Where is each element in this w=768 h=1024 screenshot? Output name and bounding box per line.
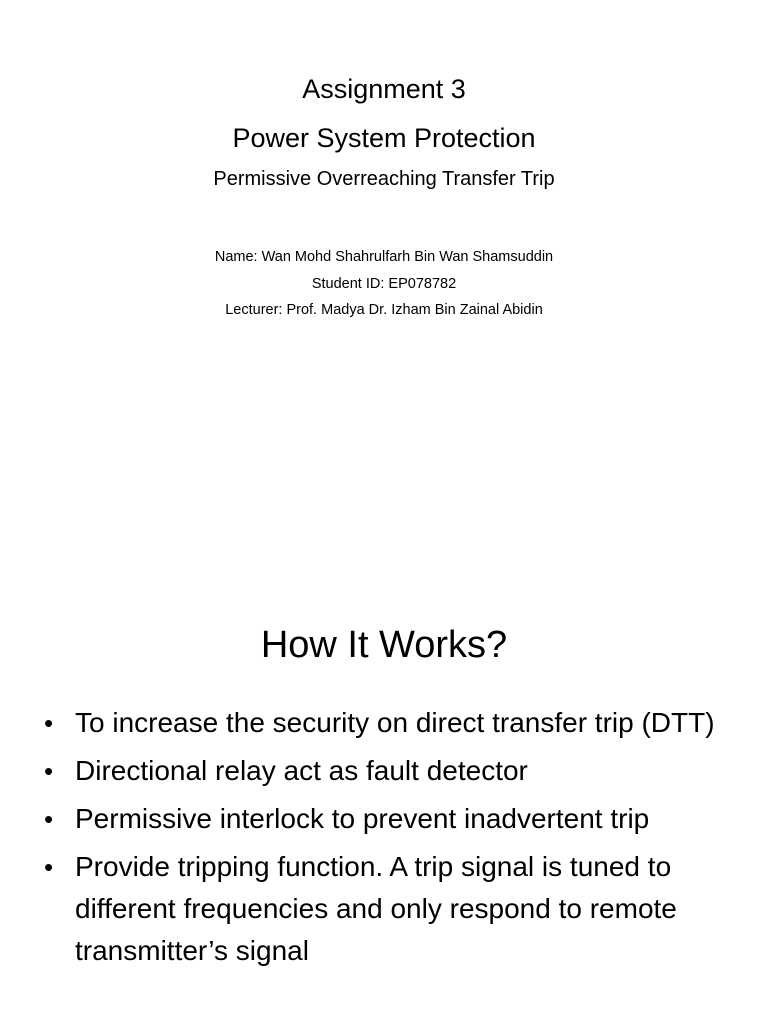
slide-heading: How It Works? (260, 624, 508, 666)
bullet-item: • Directional relay act as fault detector (44, 750, 744, 792)
slide-subtitle: Permissive Overreaching Transfer Trip (213, 168, 555, 190)
student-name: Name: Wan Mohd Shahrulfarh Bin Wan Shamsuddin (214, 249, 554, 265)
student-id: Student ID: EP078782 (311, 276, 457, 292)
bullet-item: • Permissive interlock to prevent inadvertent trip (44, 798, 744, 840)
slide-title: Power System Protection (232, 123, 536, 153)
lecturer-name: Lecturer: Prof. Madya Dr. Izham Bin Zainal Abidin (225, 302, 543, 318)
bullet-list (44, 702, 744, 978)
content-slide (0, 576, 768, 1024)
bullet-item: • Provide tripping function. A trip signal is tuned to different frequencies and only respond to remote transmitter’s signal (44, 846, 744, 972)
assignment-label: Assignment 3 (302, 74, 466, 104)
bullet-item: • To increase the security on direct transfer trip (DTT) (44, 702, 744, 744)
